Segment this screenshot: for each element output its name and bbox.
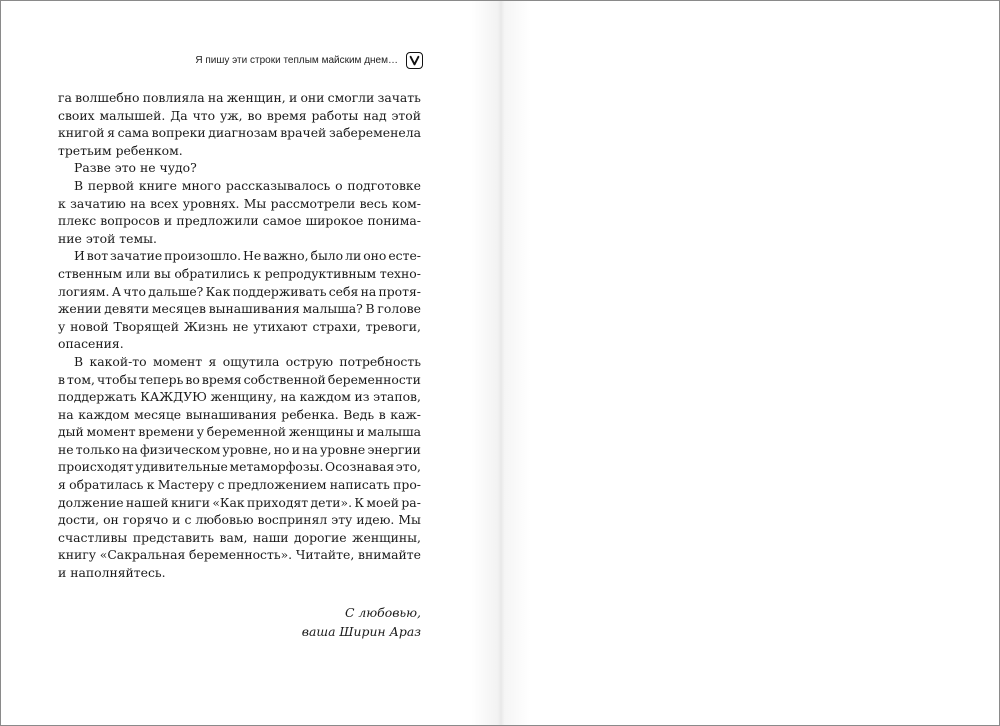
word: у [196,424,205,440]
word: энергии [367,441,421,457]
word: этой [85,230,116,246]
word: книге [138,177,178,193]
word: и [163,213,173,229]
word: Мастеру [157,477,215,493]
word: том, [67,371,95,387]
text-line [58,406,421,424]
word: или [125,265,151,281]
word: на [302,441,318,457]
word: сама [117,125,149,141]
text-line [58,476,421,494]
body-text [58,89,421,582]
word: написать [329,477,390,493]
word: идею. [356,512,395,528]
word: повлияла [142,90,205,105]
word: Ведь [343,406,375,422]
word: на [207,90,224,105]
left-page [1,1,499,725]
word: ребенком. [115,142,183,158]
word: вы [153,265,171,281]
right-page-blank [499,1,999,725]
text-line [58,529,421,547]
signature-line-2: ваша Ширин Араз [301,624,421,639]
word: момент [152,353,203,369]
word: малыша [367,424,421,440]
word: не [232,318,249,334]
word: дальше? [148,283,204,299]
word: в [378,406,386,422]
text-line [58,89,421,107]
word: рассмотрели [270,195,356,211]
text-line [58,441,421,459]
word: вынашивания [208,301,300,317]
word: горячо [122,512,169,528]
word: ра- [401,494,421,510]
word: книгой [58,125,105,141]
word: приходят [246,494,309,510]
word: ком- [391,195,421,211]
signature-line-1: С любовью, [344,605,421,620]
word: первой [87,177,135,193]
word: девяти [104,301,150,317]
word: было [310,248,344,264]
word: каждом [78,406,130,422]
word: что [192,107,216,123]
word: воспринял [257,512,328,528]
text-line [58,265,421,283]
text-line [58,423,421,441]
text-line [58,458,421,476]
word: на [360,283,377,299]
word: теперь [138,371,184,387]
word: не [58,441,74,457]
word: самое [262,213,302,229]
word: чтобы [96,371,137,387]
word: физическом [139,441,221,457]
text-line [58,212,421,230]
word: Не [243,248,262,264]
word: женщину, [210,389,277,405]
word: страхи, [312,318,361,334]
word: ственным [58,265,123,281]
word: метаморфозы. [229,459,324,475]
word: времени [138,424,195,440]
word: беременности [327,371,421,387]
word: вот [86,248,109,264]
word: про- [393,477,421,493]
word: женщин, [226,90,286,105]
word: я [208,353,217,369]
word: В [74,353,84,369]
word: Осознавая [325,459,395,475]
word: понима- [367,213,421,229]
word: это [114,160,137,176]
word: собственной [243,371,326,387]
word: уж, [219,107,243,123]
word: удивительные [135,459,228,475]
word: и [291,441,300,457]
word: В [365,301,375,317]
word: чудо? [159,160,197,176]
word: произошло. [164,248,242,264]
word: на [122,441,138,457]
word: во [247,107,262,123]
word: беременность». [189,547,293,563]
word: беременной [206,424,287,440]
word: у [58,318,66,334]
word: вынашивания [185,406,277,422]
word: Читайте, [295,547,355,563]
word: голове [377,301,421,317]
word: плекс [58,213,97,229]
word: КАЖДУЮ [140,389,207,405]
word: предложили [176,213,259,229]
word: зачатие [110,248,163,264]
word: К [354,494,365,510]
text-line [58,283,421,301]
word: обратились [174,265,250,281]
word: не [139,160,156,176]
word: жении [58,301,102,317]
word: Жизнь [183,318,228,334]
word: книги [170,494,210,510]
word: время [201,371,242,387]
word: во [185,371,200,387]
word: наполняйтесь. [70,565,166,581]
text-line [58,511,421,529]
word: к [253,265,262,281]
word: протя- [378,283,421,299]
word: рассказывалось [225,177,331,193]
word: с [217,477,225,493]
word: оно [363,248,387,264]
word: только [75,441,120,457]
word: он [103,512,119,528]
word: внимайте [358,547,421,563]
word: поддержать [58,389,137,405]
word: представить [132,529,214,545]
word: месяце [134,406,182,422]
word: есте- [388,248,421,264]
word: предложением [227,477,327,493]
word: обратилась [69,477,144,493]
word: на [130,195,146,211]
word: врачей [280,125,327,141]
word: они [300,90,325,105]
text-line [58,564,421,582]
word: острую [285,353,334,369]
word: уровне [320,441,366,457]
word: Разве [74,160,111,176]
word: Мы [243,195,267,211]
word: много [181,177,222,193]
word: ощутила [222,353,280,369]
word: волшебно [75,90,140,105]
word: к [146,477,155,493]
word: потребность [339,353,421,369]
word: какой-то [89,353,147,369]
word: но [273,441,290,457]
text-line [58,335,421,353]
word: всех [150,195,179,211]
word: Да [170,107,188,123]
text-line [58,195,421,213]
word: любовью [195,512,254,528]
word: дости, [58,512,100,528]
word: важно, [263,248,309,264]
word: дый [58,424,84,440]
word: логиям. [58,283,110,299]
text-line [58,159,421,177]
word: И [74,248,85,264]
word: этой [391,107,421,123]
text-line [58,107,421,125]
text-line [58,371,421,389]
word: женщины, [352,529,421,545]
word: наши [253,529,289,545]
text-line [58,247,421,265]
text-line [58,177,421,195]
text-line [58,353,421,371]
word: малышей. [99,107,166,123]
text-line [58,142,421,160]
word: га [58,90,72,105]
word: зачатию [70,195,126,211]
word: вопросов [100,213,160,229]
word: вам, [219,529,248,545]
word: этапов, [373,389,421,405]
word: нашей [125,494,169,510]
word: широкое [305,213,364,229]
word: я [58,477,66,493]
word: утихают [253,318,308,334]
word: вопреки [151,125,206,141]
word: Творящей [113,318,180,334]
word: забеременела [328,125,421,141]
word: месяцев [151,301,206,317]
word: женщины [288,424,354,440]
word: весь [359,195,388,211]
word: счастливы [58,529,128,545]
word: что [123,283,146,299]
word: подготовке [347,177,421,193]
text-line [58,124,421,142]
text-line [58,546,421,564]
word: уровнях. [182,195,240,211]
word: эту [331,512,353,528]
word: «Сакральная [99,547,186,563]
text-line [58,494,421,512]
text-line [58,388,421,406]
word: темы. [119,230,157,246]
word: новой [70,318,109,334]
word: тревоги, [365,318,421,334]
word: третьим [58,142,112,158]
word: своих [58,107,95,123]
word: это, [395,459,421,475]
word: и [288,90,298,105]
text-line [58,318,421,336]
word: опасения. [58,336,124,352]
word: «Как [212,494,245,510]
word: должение [58,494,124,510]
checkmark-badge-icon [406,52,423,69]
word: техно- [379,265,421,281]
word: диагнозам [208,125,278,141]
word: в [58,371,65,387]
word: ли [345,248,362,264]
word: книгу [58,547,97,563]
word: каждом [299,389,351,405]
word: время [266,107,307,123]
word: над [363,107,387,123]
word: себя [328,283,359,299]
word: работы [311,107,359,123]
word: ребенка. [281,406,339,422]
word: происходят [58,459,134,475]
word: А [111,283,122,299]
word: ние [58,230,82,246]
word: дорогие [294,529,347,545]
word: к [58,195,66,211]
word: из [354,389,370,405]
word: на [58,406,74,422]
word: с [184,512,192,528]
word: зачать [377,90,421,105]
word: моей [366,494,400,510]
word: Как [205,283,231,299]
word: каж- [390,406,421,422]
word: и [356,424,365,440]
word: я [107,125,115,141]
word: Мы [398,512,421,528]
text-line [58,300,421,318]
word: дети». [310,494,353,510]
word: о [335,177,343,193]
word: репродуктивным [264,265,377,281]
running-title: Я пишу эти строки теплым майским днем… [195,54,398,66]
word: малыша? [302,301,363,317]
running-header [151,49,423,71]
word: поддерживать [232,283,327,299]
word: момент [86,424,136,440]
checkmark-glyph [409,55,420,66]
word: на [280,389,297,405]
word: уровне, [222,441,272,457]
word: и [172,512,181,528]
word: и [58,565,67,581]
word: смогли [327,90,375,105]
text-line [58,230,421,248]
signature [302,603,421,641]
word: В [74,177,84,193]
